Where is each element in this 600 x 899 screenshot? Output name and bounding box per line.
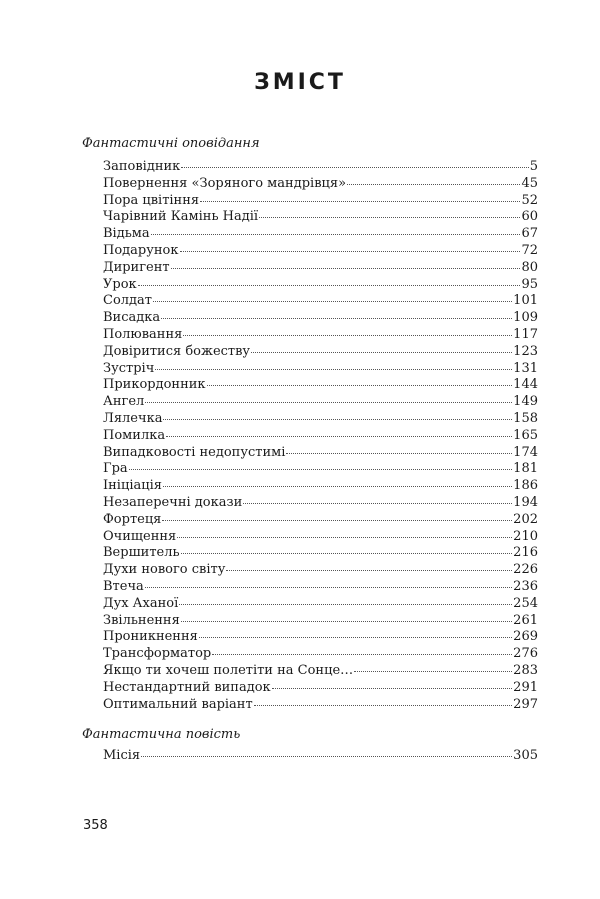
toc-entry <box>103 445 538 462</box>
toc-entry-page: 165 <box>513 427 538 443</box>
toc-entry-title: Очищення <box>103 528 177 544</box>
dot-leader <box>347 184 520 185</box>
dot-leader <box>161 318 512 319</box>
dot-leader <box>138 285 521 286</box>
toc-entry <box>103 260 538 277</box>
toc-entry <box>103 613 538 630</box>
toc-entry <box>103 327 538 344</box>
toc-entry-title: Помилка <box>103 427 166 443</box>
toc-entry-title: Полювання <box>103 326 183 342</box>
dot-leader <box>200 201 520 202</box>
toc-entry <box>103 344 538 361</box>
toc-entry-title: Урок <box>103 276 137 292</box>
toc-entry <box>103 310 538 327</box>
toc-entry-page: 158 <box>513 410 538 426</box>
toc-entry-page: 131 <box>513 360 538 376</box>
toc-entry-page: 181 <box>513 461 538 477</box>
toc-entry-title: Вершитель <box>103 545 180 561</box>
toc-entry <box>103 697 538 714</box>
toc-entry <box>103 529 538 546</box>
toc-entry-page: 109 <box>513 310 538 326</box>
toc-entry <box>103 411 538 428</box>
toc-entry <box>103 277 538 294</box>
dot-leader <box>286 453 512 454</box>
toc-entry-page: 276 <box>513 646 538 662</box>
dot-leader <box>153 301 512 302</box>
dot-leader <box>212 654 512 655</box>
toc-entry <box>103 428 538 445</box>
dot-leader <box>166 436 512 437</box>
dot-leader <box>181 553 513 554</box>
toc-entry <box>103 209 538 226</box>
dot-leader <box>226 570 512 571</box>
toc-entry-title: Повернення «Зоряного мандрівця» <box>103 175 347 191</box>
dot-leader <box>179 604 512 605</box>
dot-leader <box>171 268 521 269</box>
toc-entry-title: Якщо ти хочеш полетіти на Сонце… <box>103 662 354 678</box>
dot-leader <box>145 587 512 588</box>
toc-entry-page: 261 <box>513 612 538 628</box>
toc-entry-title: Фортеця <box>103 511 162 527</box>
dot-leader <box>141 756 512 757</box>
dot-leader <box>181 621 512 622</box>
toc-entry <box>103 461 538 478</box>
toc-entry-page: 174 <box>513 444 538 460</box>
toc-entry-page: 254 <box>513 595 538 611</box>
toc-entry-page: 202 <box>513 511 538 527</box>
toc-entry-page: 216 <box>513 545 538 561</box>
dot-leader <box>251 352 512 353</box>
toc-entry-page: 60 <box>521 209 538 225</box>
toc-entry-page: 305 <box>513 748 538 763</box>
toc-entry-page: 283 <box>513 662 538 678</box>
toc-entry-title: Пора цвітіння <box>103 192 200 208</box>
dot-leader <box>162 520 512 521</box>
toc-entry <box>103 361 538 378</box>
toc-entry-title: Проникнення <box>103 629 198 645</box>
toc-entry-title: Нестандартний випадок <box>103 679 271 695</box>
toc-entry <box>103 159 538 176</box>
toc-entry-page: 269 <box>513 629 538 645</box>
toc-entry <box>103 478 538 495</box>
toc-entry-page: 186 <box>513 478 538 494</box>
toc-entry-page: 226 <box>513 562 538 578</box>
toc-entry <box>103 176 538 193</box>
toc-entry <box>103 596 538 613</box>
toc-entry-page: 194 <box>513 494 538 510</box>
toc-entry-page: 101 <box>513 293 538 309</box>
toc-entry-title: Відьма <box>103 226 150 242</box>
toc-entry-page: 236 <box>513 578 538 594</box>
toc-entry-title: Зустріч <box>103 360 155 376</box>
dot-leader <box>177 537 512 538</box>
section-title-stories: Фантастичні оповідання <box>82 136 260 151</box>
toc-entry-page: 149 <box>513 394 538 410</box>
dot-leader <box>254 705 513 706</box>
toc-entry <box>103 646 538 663</box>
toc-entry <box>103 495 538 512</box>
toc-list-novella <box>103 748 538 765</box>
dot-leader <box>243 503 512 504</box>
toc-entry-title: Прикордонник <box>103 377 206 393</box>
toc-entry-page: 144 <box>513 377 538 393</box>
dot-leader <box>259 217 520 218</box>
dot-leader <box>207 385 513 386</box>
toc-entry-page: 297 <box>513 696 538 712</box>
toc-entry <box>103 512 538 529</box>
toc-list-stories <box>103 159 538 713</box>
toc-entry-title: Трансформатор <box>103 646 212 662</box>
toc-entry-title: Місія <box>103 748 141 763</box>
toc-entry-title: Солдат <box>103 293 152 309</box>
dot-leader <box>180 251 521 252</box>
toc-entry <box>103 193 538 210</box>
dot-leader <box>199 637 512 638</box>
toc-entry <box>103 579 538 596</box>
toc-entry-title: Висадка <box>103 310 161 326</box>
toc-entry-page: 95 <box>521 276 538 292</box>
dot-leader <box>163 486 512 487</box>
dot-leader <box>155 369 512 370</box>
page-number: 358 <box>83 818 108 833</box>
toc-entry-page: 67 <box>521 226 538 242</box>
toc-entry-title: Духи нового світу <box>103 562 226 578</box>
toc-entry <box>103 377 538 394</box>
dot-leader <box>181 167 528 168</box>
toc-entry <box>103 629 538 646</box>
toc-entry-title: Втеча <box>103 578 144 594</box>
dot-leader <box>145 402 512 403</box>
toc-entry-title: Довіритися божеству <box>103 343 251 359</box>
toc-entry <box>103 748 538 765</box>
toc-entry-title: Дух Аханої <box>103 595 179 611</box>
toc-entry <box>103 545 538 562</box>
toc-entry <box>103 293 538 310</box>
toc-entry <box>103 394 538 411</box>
toc-entry-title: Заповідник <box>103 159 181 174</box>
toc-entry-title: Випадковості недопустимі <box>103 444 286 460</box>
dot-leader <box>129 469 512 470</box>
toc-entry <box>103 562 538 579</box>
toc-entry-title: Подарунок <box>103 242 179 258</box>
toc-entry-title: Звільнення <box>103 612 180 628</box>
toc-entry-page: 80 <box>521 259 538 275</box>
toc-entry-title: Незаперечні докази <box>103 494 243 510</box>
toc-entry-page: 72 <box>521 242 538 258</box>
toc-entry-title: Оптимальний варіант <box>103 696 253 712</box>
dot-leader <box>151 234 521 235</box>
toc-entry-page: 291 <box>513 679 538 695</box>
toc-entry-page: 52 <box>521 192 538 208</box>
dot-leader <box>163 419 512 420</box>
dot-leader <box>272 688 513 689</box>
dot-leader <box>354 671 512 672</box>
toc-entry-page: 45 <box>521 175 538 191</box>
toc-entry-page: 123 <box>513 343 538 359</box>
toc-entry-page: 5 <box>529 159 538 174</box>
toc-entry <box>103 243 538 260</box>
toc-entry <box>103 680 538 697</box>
toc-entry-title: Ініціація <box>103 478 162 494</box>
dot-leader <box>183 335 512 336</box>
toc-entry <box>103 226 538 243</box>
toc-entry-page: 210 <box>513 528 538 544</box>
section-title-novella: Фантастична повість <box>82 727 241 742</box>
toc-entry-title: Чарівний Камінь Надії <box>103 209 259 225</box>
toc-entry <box>103 663 538 680</box>
toc-entry-page: 117 <box>513 326 538 342</box>
toc-entry-title: Лялечка <box>103 410 163 426</box>
toc-entry-title: Диригент <box>103 259 170 275</box>
page-title: ЗМІСТ <box>254 70 346 95</box>
toc-entry-title: Гра <box>103 461 128 477</box>
toc-entry-title: Ангел <box>103 394 145 410</box>
